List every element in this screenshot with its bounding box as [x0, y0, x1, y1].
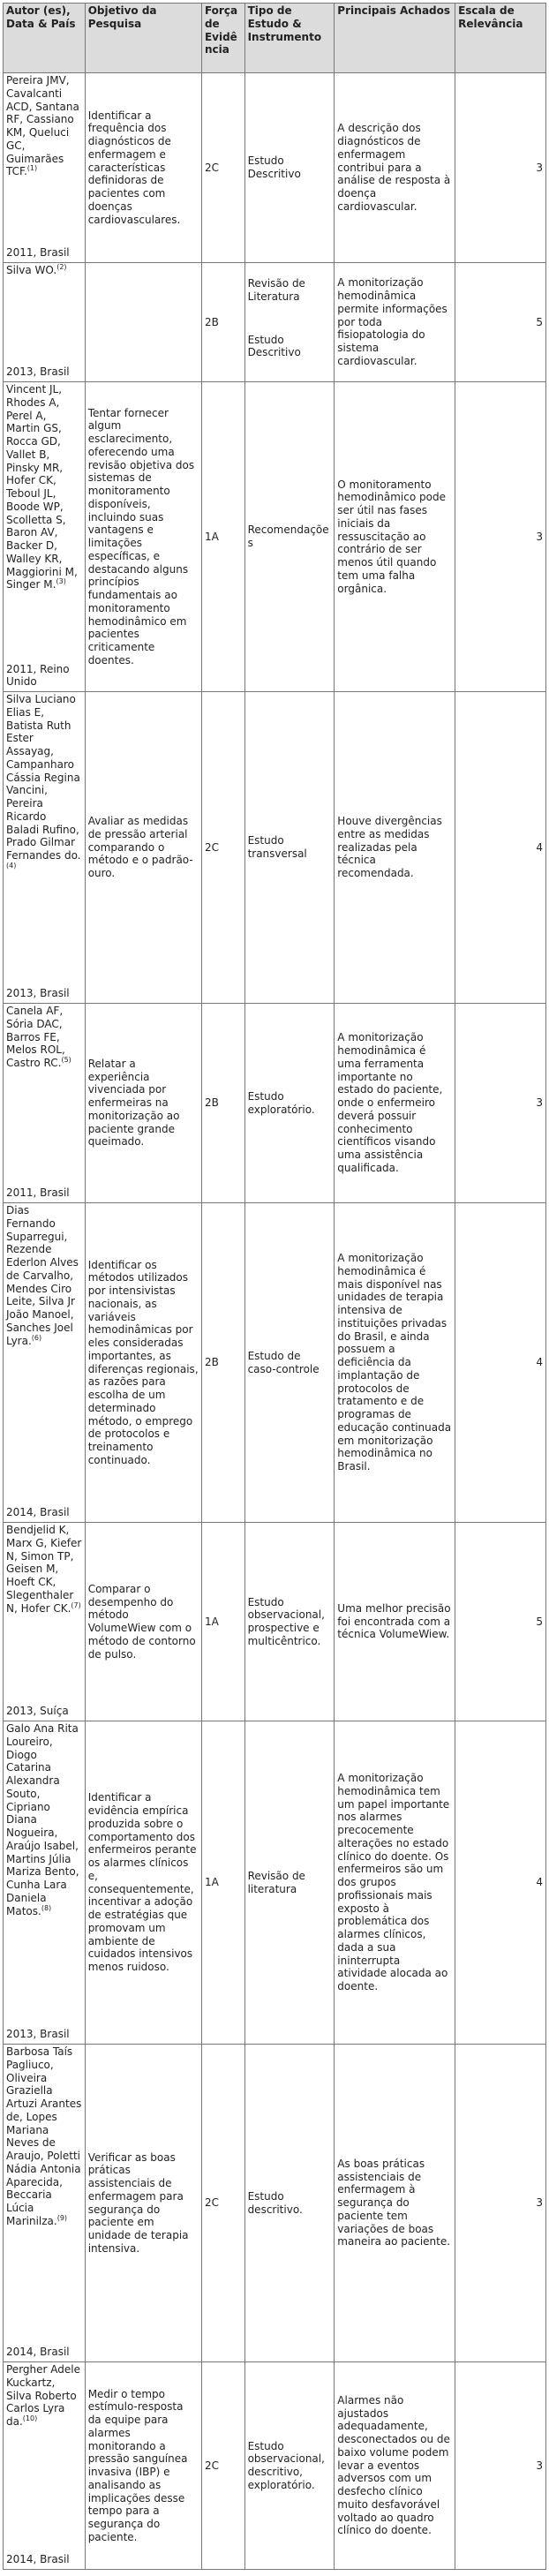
study-type-cell: Estudo Descritivo: [244, 73, 335, 263]
reference-number: (9): [56, 2213, 68, 2222]
relevance-score: 5: [455, 263, 546, 382]
author-cell: [4, 2362, 86, 2570]
literature-review-table: [3, 3, 546, 2570]
header-study-type: Tipo de Estudo & Instrumento: [244, 4, 335, 73]
objective-cell: Identificar a frequência dos diagnósticos de enfermagem e características definidoras de pacientes com doenças cardiovasculares.: [85, 73, 201, 263]
study-type-cell: Estudo observacional, prospective e multicêntrico.: [244, 1523, 335, 1721]
evidence-level-cell: 2B: [201, 1004, 244, 1203]
findings-cell: Uma melhor precisão foi encontrada com a técnica VolumeWiew.: [335, 1523, 455, 1721]
table-row: [4, 73, 546, 263]
findings-cell: A descrição dos diagnósticos de enfermagem contribui para a análise de resposta à doença cardiovascular.: [335, 73, 455, 263]
relevance-score: 3: [455, 73, 546, 263]
evidence-level-cell: 2C: [201, 73, 244, 263]
objective-cell: Identificar a evidência empírica produzida sobre o comportamento dos enfermeiros perante os alarmes clínicos e, consequentemente, incentivar a adoção de estratégias que promovam um ambiente de cuidados intensivos menos ruidoso.: [85, 1721, 201, 2045]
objective-cell: Identificar os métodos utilizados por intensivistas nacionais, as variáveis hemodinâmicas por eles consideradas importantes, as diferenças regionais, as razões para escolha de um determinado método, o emprego de protocolos e treinamento continuado.: [85, 1203, 201, 1523]
table-row: [4, 382, 546, 692]
study-type-cell: [244, 263, 335, 382]
header-row: [4, 4, 546, 73]
header-author: Autor (es), Data & País: [4, 4, 86, 73]
author-cell: [4, 382, 86, 692]
evidence-level-cell: 2B: [201, 1203, 244, 1523]
relevance-score: 5: [455, 1523, 546, 1721]
table-row: [4, 2045, 546, 2362]
author-cell: [4, 1004, 86, 1203]
reference-number: (1): [26, 164, 38, 173]
date-place: 2014, Brasil: [6, 1506, 70, 1519]
relevance-score: 3: [455, 382, 546, 692]
author-cell: [4, 1721, 86, 2045]
authors-text: Vincent JL, Rhodes A, Perel A, Martin GS, Rocca GD, Vallet B, Pinsky MR, Hofer CK, Teboul JL, Boode WP, Scolletta S, Baron AV, Backer D, Walley KR, Maggiorini M, Singer M.: [6, 383, 78, 591]
relevance-score: 3: [455, 2045, 546, 2362]
relevance-score: 3: [455, 1004, 546, 1203]
date-place: 2013, Suíça: [6, 1705, 69, 1718]
objective-cell: Medir o tempo estímulo-resposta da equipe para alarmes monitorando a pressão sanguínea invasiva (IBP) e analisando as implicações desse tempo para a segurança do paciente.: [85, 2362, 201, 2570]
authors-text: Silva WO.: [6, 264, 57, 276]
author-cell: [4, 263, 86, 382]
findings-cell: A monitorização hemodinâmica tem um papel importante nos alarmes precocemente alterações no estado clínico do doente. Os enfermeiros são um dos grupos profissionais mais exposto à problemática dos alarmes clínicos, dada a sua ininterrupta atividade alocada ao doente.: [335, 1721, 455, 2045]
study-type-cell: Estudo observacional, descritivo, exploratório.: [244, 2362, 335, 2570]
header-relevance: Escala de Relevância: [455, 4, 546, 73]
relevance-score: 4: [455, 692, 546, 1004]
table-row: [4, 1523, 546, 1721]
relevance-score: 4: [455, 1203, 546, 1523]
objective-cell: Comparar o desempenho do método VolumeWiew com o método de contorno de pulso.: [85, 1523, 201, 1721]
author-cell: [4, 692, 86, 1004]
objective-cell: [85, 263, 201, 382]
evidence-level-cell: 1A: [201, 382, 244, 692]
authors-text: Silva Luciano Elias E, Batista Ruth Ester Assayag, Campanharo Cássia Regina Vancini, Pereira Ricardo Baladi Rufino, Prado Gilmar Fernandes do.: [6, 693, 81, 862]
findings-cell: Alarmes não ajustados adequadamente, desconectados ou de baixo volume podem levar a eventos adversos com um desfecho clínico muito desfavorável voltado ao quadro clínico do doente.: [335, 2362, 455, 2570]
date-place: 2014, Brasil: [6, 2553, 70, 2566]
date-place: 2013, Brasil: [6, 987, 70, 1000]
table-row: [4, 692, 546, 1004]
date-place: 2011, Reino Unido: [6, 662, 70, 689]
evidence-level-cell: 2B: [201, 263, 244, 382]
findings-cell: A monitorização hemodinâmica permite informações por toda fisiopatologia do sistema cardiovascular.: [335, 263, 455, 382]
evidence-level-cell: 2C: [201, 692, 244, 1004]
header-objective: Objetivo da Pesquisa: [85, 4, 201, 73]
author-cell: [4, 2045, 86, 2362]
study-type-cell: Estudo transversal: [244, 692, 335, 1004]
evidence-level-cell: 2C: [201, 2045, 244, 2362]
author-cell: [4, 73, 86, 263]
date-place: 2011, Brasil: [6, 1186, 70, 1200]
authors-text: Galo Ana Rita Loureiro, Diogo Catarina Alexandra Souto, Cipriano Diana Nogueira, Araújo Isabel, Martins Júlia Mariza Bento, Cunha Lara Daniela Matos.: [6, 1722, 79, 1917]
date-place: 2013, Brasil: [6, 365, 70, 379]
reference-number: (6): [31, 1333, 42, 1342]
authors-text: Pergher Adele Kuckartz, Silva Roberto Carlos Lyra da.: [6, 2363, 80, 2428]
study-type-cell: Estudo de caso-controle: [244, 1203, 335, 1523]
author-cell: [4, 1523, 86, 1721]
date-place: 2011, Brasil: [6, 246, 70, 260]
relevance-score: 3: [455, 2362, 546, 2570]
authors-text: Dias Fernando Suparregui, Rezende Ederlon Alves de Carvalho, Mendes Ciro Leite, Silva Jr João Manoel, Sanches Joel Lyra.: [6, 1204, 79, 1347]
authors-text: Canela AF, Sória DAC, Barros FE, Melos ROL, Castro RC.: [6, 1005, 65, 1069]
evidence-level-cell: 2C: [201, 2362, 244, 2570]
study-type-primary: Revisão de Literatura: [247, 277, 305, 303]
study-type-secondary: Estudo Descritivo: [247, 333, 301, 359]
study-type-cell: Recomendações: [244, 382, 335, 692]
findings-cell: A monitorização hemodinâmica é uma ferramenta importante no estado do paciente, onde o enfermeiro deverá possuir conhecimento científicos visando uma assistência qualificada.: [335, 1004, 455, 1203]
date-place: 2014, Brasil: [6, 2346, 70, 2359]
reference-number: (10): [22, 2414, 38, 2422]
reference-number: (7): [71, 1601, 81, 1609]
table-row: [4, 1721, 546, 2045]
objective-cell: Verificar as boas práticas assistenciais de enfermagem para segurança do paciente em unidade de terapia intensiva.: [85, 2045, 201, 2362]
reference-number: (5): [61, 1056, 71, 1064]
header-evidence-level: Força de Evidência: [201, 4, 244, 73]
table-row: [4, 263, 546, 382]
relevance-score: 4: [455, 1721, 546, 2045]
reference-number: (3): [56, 577, 66, 586]
reference-number: (8): [41, 1903, 52, 1912]
evidence-level-cell: 1A: [201, 1523, 244, 1721]
reference-number: (2): [56, 263, 67, 271]
authors-text: Pereira JMV, Cavalcanti ACD, Santana RF, Cassiano KM, Queluci GC, Guimarães TCF.: [6, 74, 79, 178]
authors-text: Bendjelid K, Marx G, Kiefer N, Simon TP, Geisen M, Hoeft CK, Slegenthaler N, Hofer CK.: [6, 1524, 82, 1615]
authors-text: Barbosa Taís Pagliuco, Oliveira Graziella Artuzi Arantes de, Lopes Mariana Neves de Araujo, Poletti Nádia Antonia Aparecida, Beccaria Lúcia Marinilza.: [6, 2045, 82, 2227]
findings-cell: As boas práticas assistenciais de enfermagem à segurança do paciente tem variações de boas maneira ao paciente.: [335, 2045, 455, 2362]
findings-cell: O monitoramento hemodinâmico pode ser útil nas fases iniciais da ressuscitação ao contrário de ser menos útil quando tem uma falha orgânica.: [335, 382, 455, 692]
reference-number: (4): [6, 861, 17, 870]
header-findings: Principais Achados: [335, 4, 455, 73]
date-place: 2013, Brasil: [6, 2028, 70, 2041]
table-row: [4, 1004, 546, 1203]
author-cell: [4, 1203, 86, 1523]
table-row: [4, 1203, 546, 1523]
findings-cell: A monitorização hemodinâmica é mais disponível nas unidades de terapia intensiva de instituições privadas do Brasil, e ainda possuem a deficiência da implantação de protocolos de tratamento e de programas de educação continuada em monitorização hemodinâmica no Brasil.: [335, 1203, 455, 1523]
objective-cell: Tentar fornecer algum esclarecimento, oferecendo uma revisão objetiva dos sistemas de monitoramento disponíveis, incluindo suas vantagens e limitações específicas, e destacando alguns princípios fundamentais ao monitoramento hemodinâmico em pacientes criticamente doentes.: [85, 382, 201, 692]
evidence-level-cell: 1A: [201, 1721, 244, 2045]
findings-cell: Houve divergências entre as medidas realizadas pela técnica recomendada.: [335, 692, 455, 1004]
study-type-cell: Revisão de literatura: [244, 1721, 335, 2045]
objective-cell: Relatar a experiência vivenciada por enfermeiras na monitorização ao paciente grande queimado.: [85, 1004, 201, 1203]
objective-cell: Avaliar as medidas de pressão arterial comparando o método e o padrão-ouro.: [85, 692, 201, 1004]
study-type-cell: Estudo exploratório.: [244, 1004, 335, 1203]
study-type-cell: Estudo descritivo.: [244, 2045, 335, 2362]
table-row: [4, 2362, 546, 2570]
